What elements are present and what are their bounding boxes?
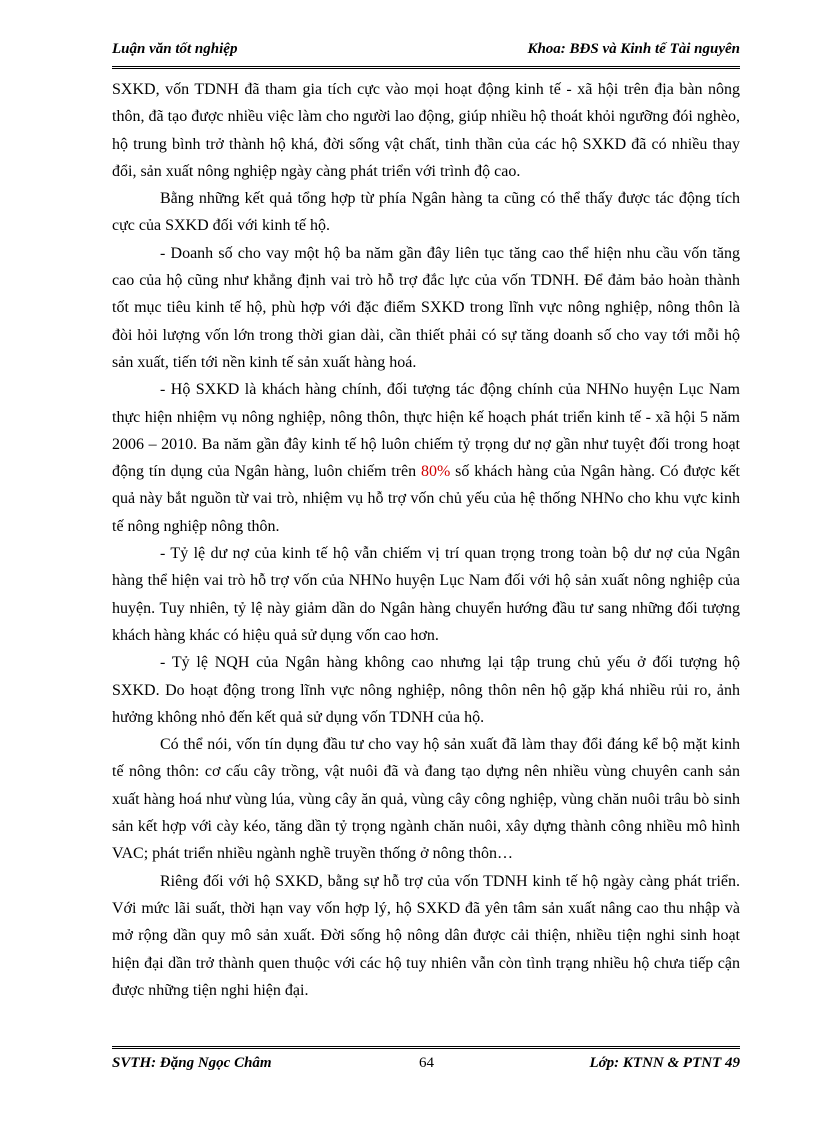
paragraph [112,376,740,540]
paragraph: - Tỷ lệ NQH của Ngân hàng không cao nhưng lại tập trung chủ yếu ở đối tượng hộ SXKD. Do hoạt động trong lĩnh vực nông nghiệp, nông thôn nên hộ gặp khá nhiều rủi ro, ảnh hưởng không nhỏ đến kết quả sử dụng vốn TDNH của hộ. [112,654,740,726]
page-header [112,38,740,69]
header-faculty: Khoa: BĐS và Kinh tế Tài nguyên [527,41,740,57]
body-text [112,76,740,1004]
highlighted-percentage: 80% [421,463,451,481]
paragraph: Có thể nói, vốn tín dụng đầu tư cho vay hộ sản xuất đã làm thay đổi đáng kể bộ mặt kinh tế nông thôn: cơ cấu cây trồng, vật nuôi đã và đang tạo dựng nên nhiều vùng chuyên canh sản xuất hàng hoá như vùng lúa, vùng cây ăn quả, vùng cây công nghiệp, vùng chăn nuôi trâu bò sinh sản kết hợp với cày kéo, tăng dần tỷ trọng ngành chăn nuôi, xây dựng thành công nhiều mô hình VAC; phát triển nhiều ngành nghề truyền thống ở nông thôn… [112,736,740,863]
paragraph: SXKD, vốn TDNH đã tham gia tích cực vào mọi hoạt động kinh tế - xã hội trên địa bàn nông thôn, đã tạo được nhiều việc làm cho người lao động, giúp nhiều hộ thoát khỏi ngưỡng đói nghèo, hộ trung bình trở thành hộ khá, đời sống vật chất, tinh thần của các hộ SXKD đã có nhiều thay đổi, sản xuất nông nghiệp ngày càng phát triển với trình độ cao. [112,81,740,180]
paragraph-text: số khách hàng của Ngân hàng. Có được kết quả này bắt nguồn từ vai trò, nhiệm vụ hỗ trợ vốn chủ yếu của hệ thống NHNo cho khu vực kinh tế nông nghiệp nông thôn. [112,463,740,535]
footer-student-name: SVTH: Đặng Ngọc Châm [112,1055,272,1071]
page-footer [112,1046,740,1079]
footer-class: Lớp: KTNN & PTNT 49 [589,1055,740,1071]
paragraph: - Tỷ lệ dư nợ của kinh tế hộ vẫn chiếm vị trí quan trọng trong toàn bộ dư nợ của Ngân hàng thể hiện vai trò hỗ trợ vốn của NHNo huyện Lục Nam đối với hộ sản xuất nông nghiệp của huyện. Tuy nhiên, tỷ lệ này giảm dần do Ngân hàng chuyển hướng đầu tư sang những đối tượng khách hàng khác có hiệu quả sử dụng vốn cao hơn. [112,545,740,644]
header-thesis-title: Luận văn tốt nghiệp [112,41,238,57]
paragraph: Bằng những kết quả tổng hợp từ phía Ngân hàng ta cũng có thể thấy được tác động tích cực của SXKD đối với kinh tế hộ. [112,190,740,235]
paragraph: - Doanh số cho vay một hộ ba năm gần đây liên tục tăng cao thể hiện nhu cầu vốn tăng cao của hộ cũng như khẳng định vai trò hỗ trợ đắc lực của vốn TDNH. Để đảm bảo hoàn thành tốt mục tiêu kinh tế hộ, phù hợp với đặc điểm SXKD trong lĩnh vực nông nghiệp, nông thôn là đòi hỏi lượng vốn lớn trong thời gian dài, cần thiết phải có sự tăng doanh số cho vay tới mỗi hộ sản xuất, tiến tới nền kinh tế sản xuất hàng hoá. [112,244,740,371]
paragraph: Riêng đối với hộ SXKD, bằng sự hỗ trợ của vốn TDNH kinh tế hộ ngày càng phát triển. Với mức lãi suất, thời hạn vay vốn hợp lý, hộ SXKD đã yên tâm sản xuất nâng cao thu nhập và mở rộng dần quy mô sản xuất. Đời sống hộ nông dân được cải thiện, nhiều tiện nghi sinh hoạt hiện đại dần trở thành quen thuộc với các hộ tuy nhiên vẫn còn tình trạng nhiều hộ chưa tiếp cận được những tiện nghi hiện đại. [112,872,740,999]
paragraph-text: - Hộ SXKD là khách hàng chính, đối tượng tác động chính của NHNo huyện Lục Nam thực hiện nhiệm vụ nông nghiệp, nông thôn, thực hiện kế hoạch phát triển kinh tế - xã hội 5 năm 2006 – 2010. Ba năm gần đây kinh tế hộ luôn chiếm tỷ trọng dư nợ gần như tuyệt đối trong hoạt động tín dụng của Ngân hàng, luôn chiếm trên [112,381,740,481]
page-number: 64 [419,1055,434,1071]
